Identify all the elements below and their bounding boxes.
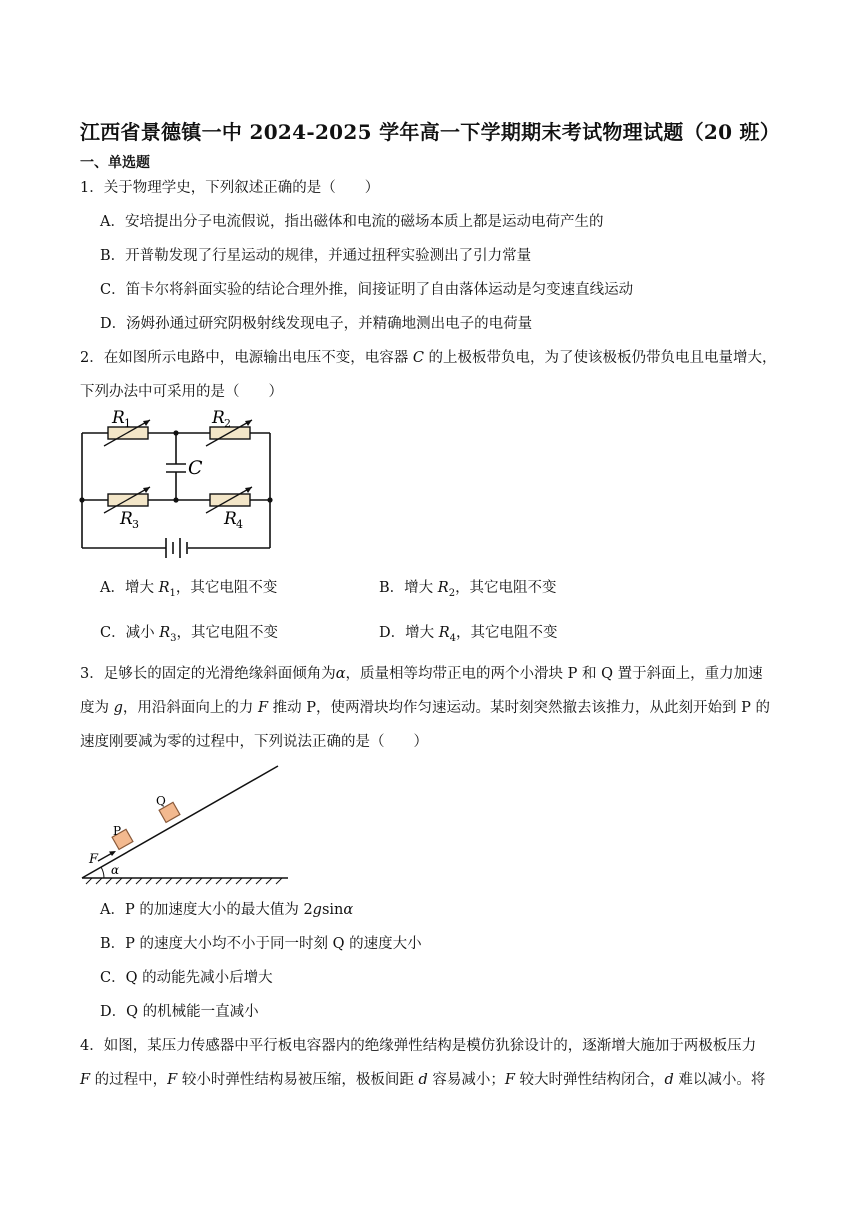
q2-a-post: ，其它电阻不变 [175, 580, 278, 596]
q3-option-b: B．P 的速度大小均不小于同一时刻 Q 的速度大小 [100, 936, 422, 952]
label-c: C [188, 457, 203, 479]
label-r4-sub: 4 [236, 518, 243, 531]
q1-option-a: A．安培提出分子电流假说，指出磁体和电流的磁场本质上都是运动电荷产生的 [100, 214, 604, 230]
q2-b-sub: 2 [448, 587, 456, 599]
q3-stem-a: 3．足够长的固定的光滑绝缘斜面倾角为 [80, 666, 336, 682]
q4-var-d1: d [418, 1072, 428, 1088]
q1-stem: 1．关于物理学史，下列叙述正确的是（ ） [80, 180, 380, 196]
q4-stem-line2 [80, 1070, 765, 1090]
q3-option-a [100, 900, 353, 920]
q2-c-var: R [159, 625, 171, 641]
q3-stem-g: g [113, 700, 123, 716]
q1-option-d: D．汤姆孙通过研究阴极射线发现电子，并精确地测出电子的电荷量 [100, 316, 533, 332]
q2-b-text: B．增大 [379, 580, 438, 596]
q3-a-text: A．P 的加速度大小的最大值为 2 [100, 902, 313, 918]
q2-stem-line2: 下列办法中可采用的是（ ） [80, 384, 283, 400]
label-f: F [89, 852, 99, 867]
q3-stem-e: 推动 P，使两滑块均作匀速运动。某时刻突然撤去该推力，从此刻开始到 P 的 [268, 700, 771, 716]
section-heading: 一、单选题 [80, 155, 150, 171]
q2-a-text: A．增大 [100, 580, 159, 596]
q4-text-e: 难以减小。将 [673, 1072, 766, 1088]
q2-b-var: R [437, 580, 449, 596]
q2-stem-line1 [80, 348, 777, 368]
q3-a-g: g [312, 902, 322, 918]
q3-stem-c: 度为 [80, 700, 114, 716]
q2-option-b [379, 578, 557, 604]
q2-c-post: ，其它电阻不变 [176, 625, 279, 641]
q3-stem-line3: 速度刚要减为零的过程中，下列说法正确的是（ ） [80, 734, 428, 750]
label-r1: R [112, 408, 125, 428]
incline-diagram [78, 760, 298, 886]
q2-d-sub: 4 [449, 632, 457, 644]
q3-stem-d: ，用沿斜面向上的力 [122, 700, 259, 716]
label-r1-sub: 1 [124, 417, 131, 430]
q2-stem-var-c: C [412, 350, 424, 366]
q4-text-a: 的过程中， [90, 1072, 168, 1088]
incline-surface [82, 766, 278, 878]
q2-d-post: ，其它电阻不变 [456, 625, 558, 641]
q4-var-f1: F [80, 1072, 91, 1088]
label-r2-sub: 2 [224, 417, 231, 430]
q1-option-c: C．笛卡尔将斜面实验的结论合理外推，间接证明了自由落体运动是匀变速直线运动 [100, 282, 634, 298]
q2-d-var: R [438, 625, 450, 641]
q3-stem-b: ，质量相等均带正电的两个小滑块 P 和 Q 置于斜面上，重力加速 [345, 666, 763, 682]
q2-c-sub: 3 [170, 632, 177, 644]
q2-option-d [379, 623, 558, 649]
label-r2: R [212, 408, 225, 428]
q3-option-c: C．Q 的动能先减小后增大 [100, 970, 273, 986]
q4-var-f3: F [504, 1072, 515, 1088]
q3-stem-line1 [80, 664, 763, 684]
q3-option-d: D．Q 的机械能一直减小 [100, 1004, 259, 1020]
q2-stem-text-b: 的上极板带负电，为了使该极板仍带负电且电量增大， [423, 350, 777, 366]
q3-a-alpha: α [343, 902, 354, 918]
circuit-diagram [70, 408, 290, 558]
q3-a-sin: sin [321, 902, 344, 918]
q2-c-text: C．减小 [100, 625, 160, 641]
q3-stem-alpha: α [335, 666, 346, 682]
label-q: Q [156, 794, 166, 808]
page-title: 江西省景德镇一中 2024-2025 学年高一下学期期末考试物理试题（20 班） [79, 120, 781, 144]
label-alpha: α [111, 863, 120, 877]
q2-stem-text-a: 2．在如图所示电路中，电源输出电压不变，电容器 [80, 350, 413, 366]
q2-a-sub: 1 [169, 587, 176, 599]
q4-var-f2: F [167, 1072, 178, 1088]
q4-text-b: 较小时弹性结构易被压缩，极板间距 [177, 1072, 419, 1088]
q4-stem-line1: 4．如图，某压力传感器中平行板电容器内的绝缘弹性结构是模仿犰狳设计的，逐渐增大施加于两极板压力 [80, 1038, 757, 1054]
q2-d-text: D．增大 [379, 625, 439, 641]
label-p: P [113, 824, 122, 838]
label-r3: R [120, 509, 133, 529]
label-r3-sub: 3 [132, 518, 139, 531]
q2-option-c [100, 623, 278, 649]
q4-var-d2: d [664, 1072, 674, 1088]
q3-stem-line2 [80, 698, 770, 718]
q3-stem-f: F [258, 700, 269, 716]
q2-option-a [100, 578, 277, 604]
q4-text-d: 较大时弹性结构闭合， [514, 1072, 665, 1088]
q1-option-b: B．开普勒发现了行星运动的规律，并通过扭秤实验测出了引力常量 [100, 248, 532, 264]
q4-text-c: 容易减小； [427, 1072, 505, 1088]
q2-a-var: R [158, 580, 170, 596]
label-r4: R [224, 509, 237, 529]
q2-b-post: ，其它电阻不变 [455, 580, 557, 596]
